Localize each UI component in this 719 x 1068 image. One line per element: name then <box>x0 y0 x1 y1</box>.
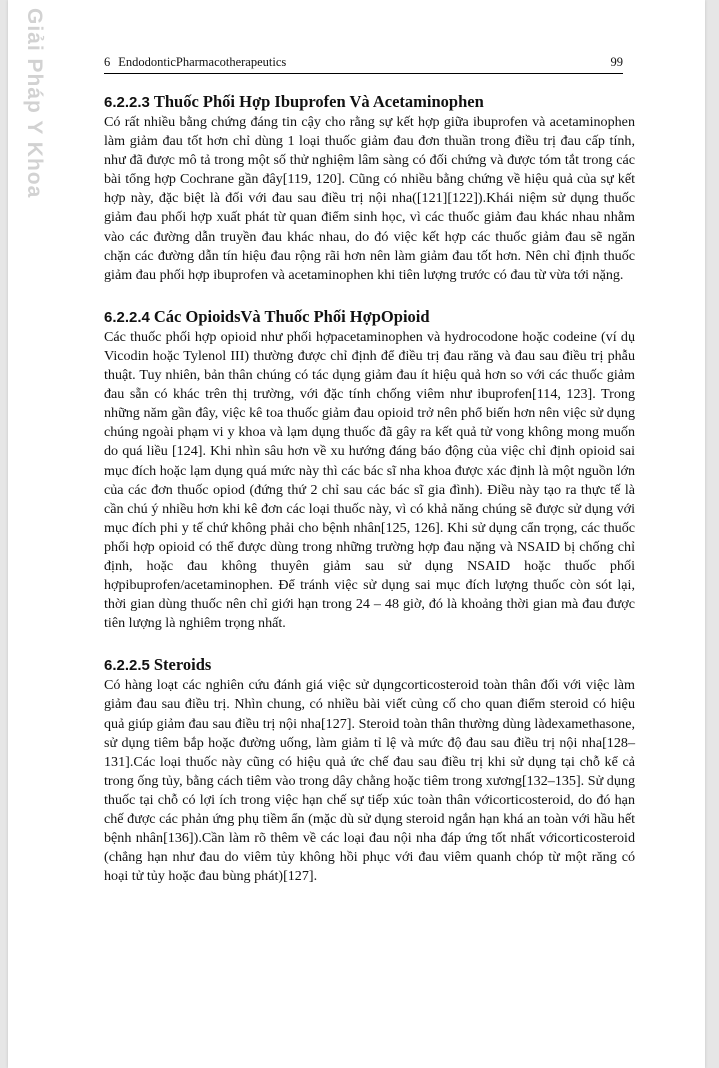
section-title: Các OpioidsVà Thuốc Phối HợpOpioid <box>153 306 430 326</box>
section-6-2-2-4 <box>104 307 635 634</box>
section-6-2-2-5 <box>104 655 635 886</box>
document-page <box>8 0 705 1068</box>
section-paragraph: Có rất nhiều bằng chứng đáng tin cậy cho rằng sự kết hợp giữa ibuprofen và acetaminophen làm giảm đau tốt hơn chỉ dùng 1 loại thuốc giảm đau đơn thuần trong điều trị đau cấp tính, như đã được mô tả trong một số thử nghiệm lâm sàng có đối chứng và được tóm tắt trong các bài tổng hợp Cochrane gần đây[119, 120]. Cũng có nhiều bằng chứng về hiệu quả của sự kết hợp này, đặc biệt là đối với đau sau điều trị nội nha([121][122]).Khái niệm sử dụng thuốc giảm đau phối hợp xuất phát từ quan điểm sinh học, vì các thuốc giảm đau khác nhau nhằm vào các đường dẫn truyền đau khác nhau, do đó việc kết hợp các thuốc giảm đau sẽ ngăn chặn các đường dẫn tín hiệu đau rộng rãi hơn nên làm giảm đau tốt hơn. Nên chỉ định thuốc giảm đau phối hợp ibuprofen và acetaminophen khi tiên lượng trước có đau từ vừa tới nặng. <box>104 114 635 283</box>
header-chapter <box>104 55 286 70</box>
section-number: 6.2.2.4 <box>104 308 150 326</box>
section-paragraph: Có hàng loạt các nghiên cứu đánh giá việc sử dụngcorticosteroid toàn thân đối với việc làm giảm đau sau điều trị. Nhìn chung, có nhiều bài viết củng cố cho quan điểm steroid có hiệu quả giúp giảm đau sau điều trị nội nha[127]. Steroid toàn thân thường dùng làdexamethasone, sử dụng tiêm bắp hoặc đường uống, làm giảm tỉ lệ và mức độ đau sau điều trị nội nha[128–131].Các loại thuốc này cũng có hiệu quả ức chế đau sau điều trị khi sử dụng tại chỗ kể cả trong ống tủy, bằng cách tiêm vào trong dây chằng hoặc tiêm trong xương[132–135]. Sử dụng thuốc tại chỗ có lợi ích trong việc hạn chế sự tiếp xúc toàn thân vớicorticosteroid, do đó hạn chế được các phản ứng phụ tiềm ẩn (mặc dù sử dụng steroid ngắn hạn khá an toàn với hầu hết bệnh nhân[136]).Cần làm rõ thêm về các loại đau nội nha đáp ứng tốt nhất vớicorticosteroid (chẳng hạn như đau do viêm tủy không hồi phục với đau viêm quanh chóp từ một răng có hoại tử tủy hoặc đau bùng phát)[127]. <box>104 677 635 885</box>
section-number: 6.2.2.3 <box>104 94 150 111</box>
section-heading <box>104 92 635 113</box>
section-number: 6.2.2.5 <box>104 657 150 675</box>
section-heading <box>104 655 635 676</box>
section-title: Steroids <box>153 655 212 675</box>
chapter-number: 6 <box>104 55 111 69</box>
section-title: Thuốc Phối Hợp Ibuprofen Và Acetaminophen <box>153 92 484 111</box>
page-number: 99 <box>610 55 623 69</box>
section-heading <box>104 307 635 328</box>
section-paragraph: Các thuốc phối hợp opioid như phối hợpacetaminophen và hydrocodone hoặc codeine (ví dụ Vicodin hoặc Tylenol III) thường được chỉ định để điều trị đau răng và đau sau điều trị phẫu thuật. Tuy nhiên, bản thân chúng có tác dụng giảm đau ít hiệu quả hơn so với các thuốc giảm đau sẵn có khác trên thị trường, với đặc tính chống viêm như ibuprofen[114, 123]. Trong những năm gần đây, việc kê toa thuốc giảm đau opioid trở nên phổ biến hơn nên việc sử dụng chúng ngoài phạm vi y khoa và lạm dụng thuốc đã gây ra kết quả tử vong không mong muốn do quá liều [124]. Khi nhìn sâu hơn về xu hướng đáng báo động của việc chỉ định opioid sai mục đích hoặc lạm dụng quá mức này thì các bác sĩ nha khoa được xác định là một nguồn lớn của các đơn thuốc opiod (đứng thứ 2 chỉ sau các bác sĩ gia đình). Điều này tạo ra thực tế là cần chú ý nhiều hơn khi kê đơn các loại thuốc này, vì có khả năng chúng sẽ được sử dụng với mục đích phi y tế chứ không phải cho bệnh nhân[125, 126]. Khi sử dụng cẩn trọng, các thuốc phối hợp opioid có thể được dùng trong những trường hợp đau nặng và NSAID bị chống chỉ định, hoặc đau không thuyên giảm sau sử dụng NSAID hoặc thuốc phối hợpibuprofen/acetaminophen. Để tránh việc sử dụng sai mục đích lượng thuốc còn sót lại, thời gian dùng thuốc nên chỉ giới hạn trong 24 – 48 giờ, đó là khoảng thời gian mà đau được tiên lượng là nghiêm trọng nhất. <box>104 328 635 632</box>
page-content <box>104 92 635 886</box>
watermark: Giải Pháp Y Khoa <box>23 8 46 199</box>
running-header <box>104 55 623 74</box>
chapter-title: EndodonticPharmacotherapeutics <box>118 55 287 69</box>
section-6-2-2-3 <box>104 92 635 285</box>
